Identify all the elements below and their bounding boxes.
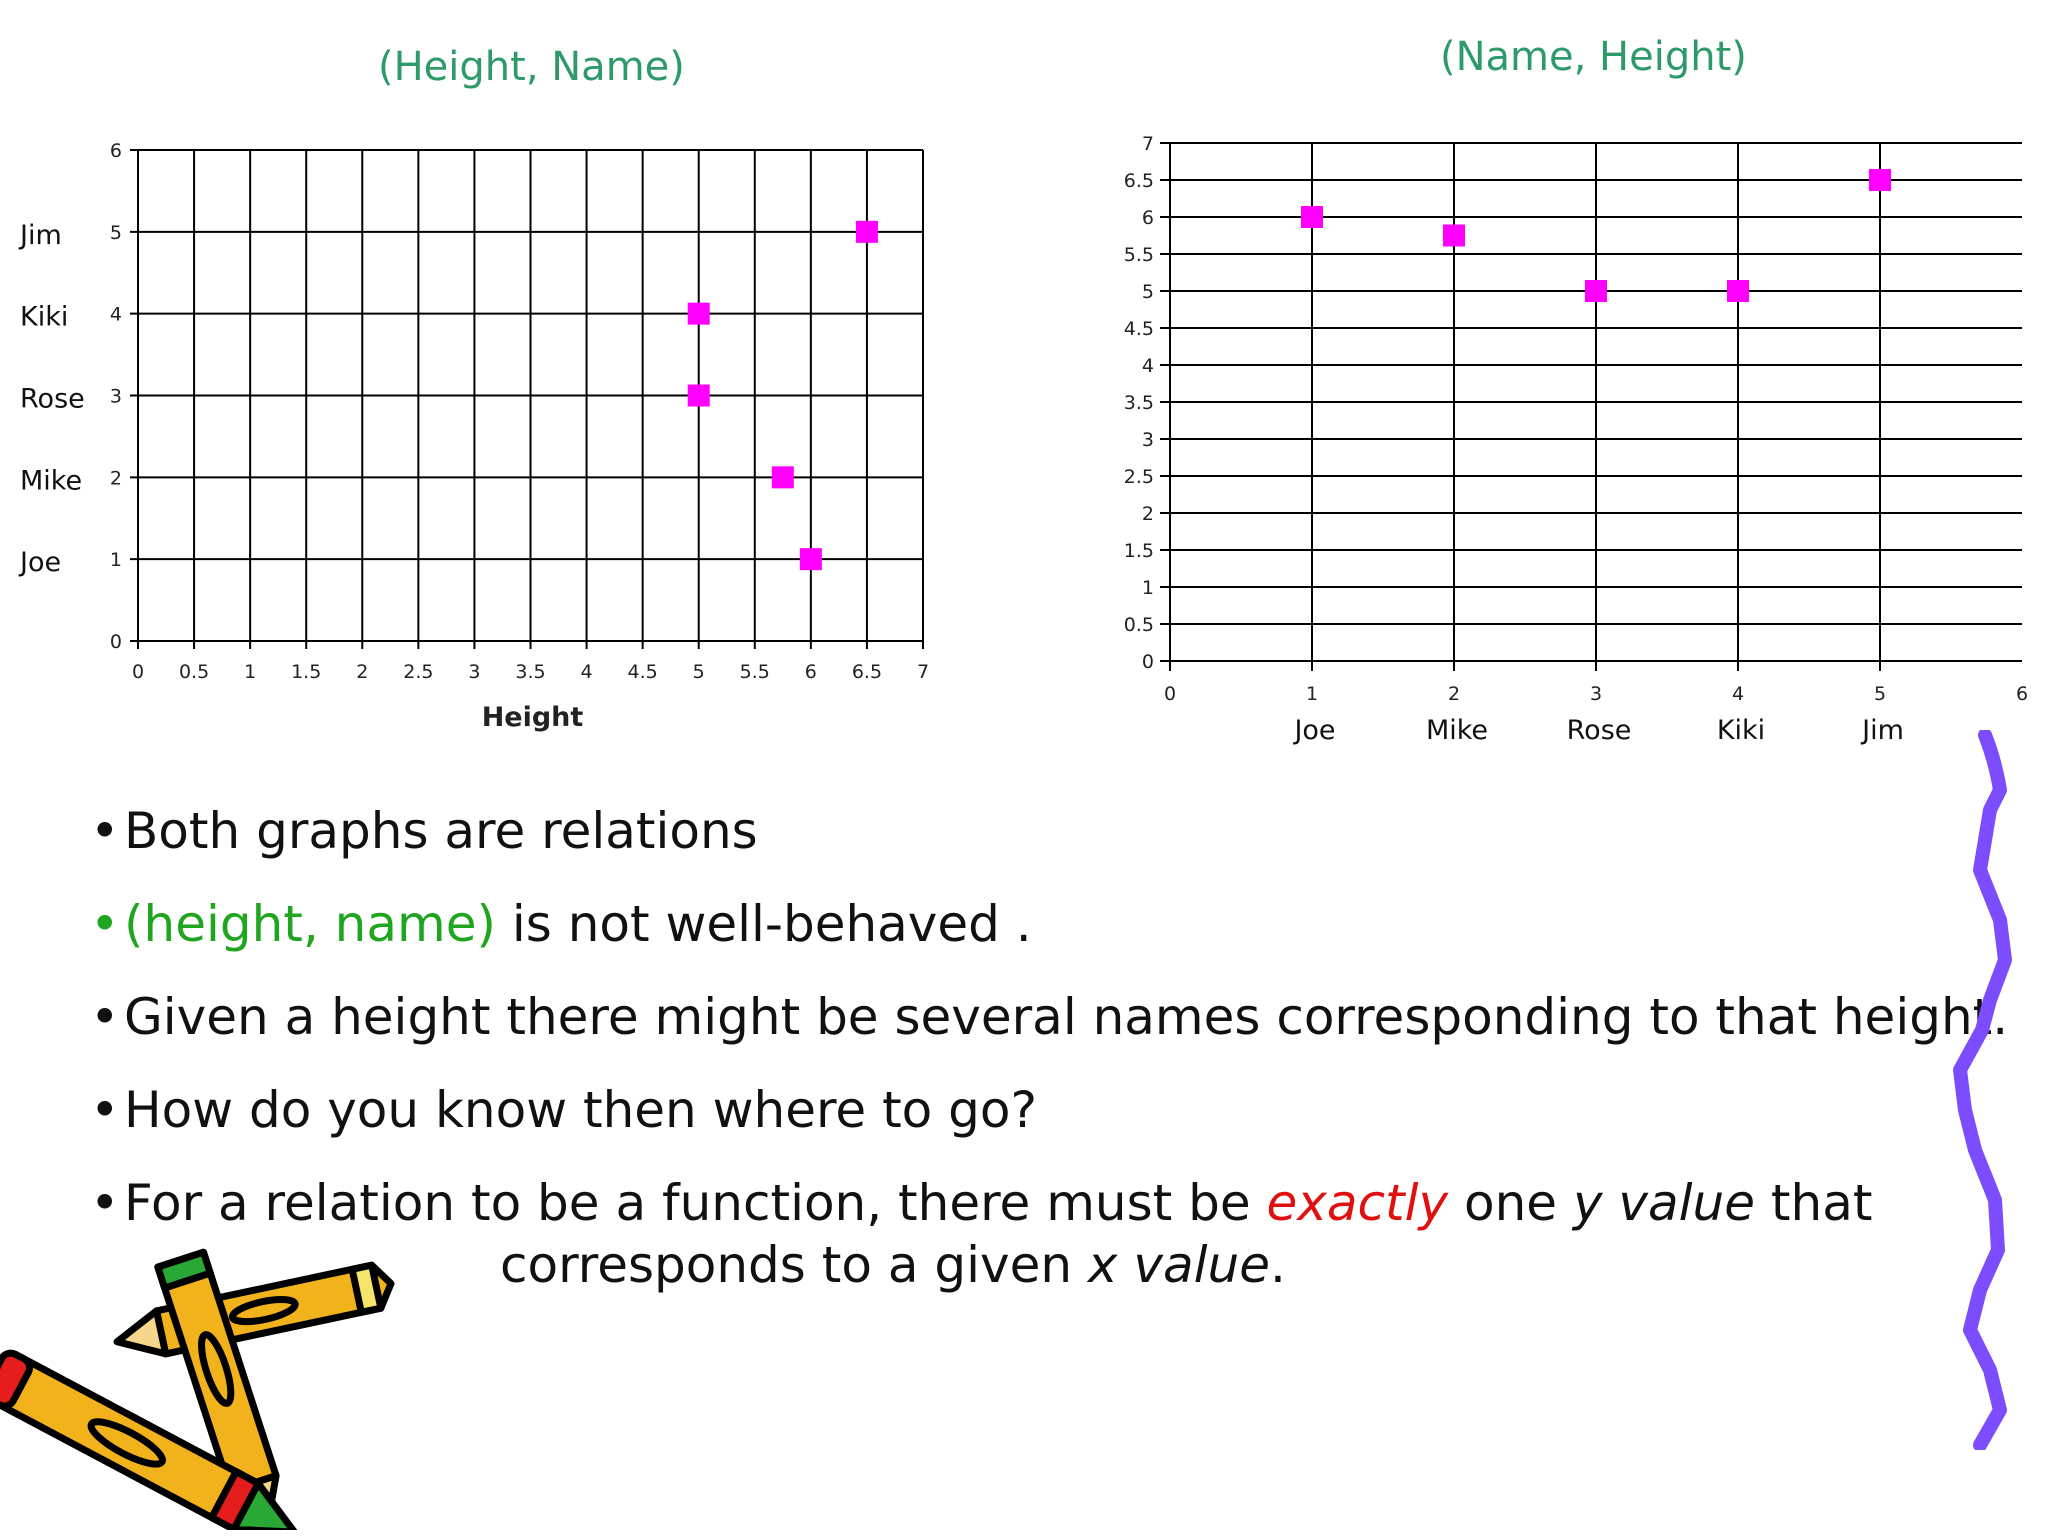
y-name-label: Jim [20,219,62,251]
data-point [1727,280,1749,302]
y-tick-label: 4.5 [1123,318,1154,340]
chart2-name-height [0,0,2048,760]
x-name-label: Rose [1566,715,1632,746]
x-tick-label: 1 [244,661,257,683]
bullet-5: • For a relation to be a function, there must be exactly one y value that corresponds to a given x value. [90,1172,1970,1296]
squiggle-decoration-icon [1940,730,2030,1450]
y-name-label: Mike [20,465,83,497]
y-tick-label: 3 [1141,429,1154,451]
x-tick-label: 5 [692,661,705,683]
x-name-label: Jim [1862,715,1904,746]
y-tick-label: 5 [109,221,122,244]
data-point [1869,169,1891,191]
x-name-label: Kiki [1716,715,1766,746]
data-point [1301,206,1323,228]
x-axis-label: Height [481,702,584,733]
bullet-1-text: Both graphs are relations [124,802,758,860]
x-tick-label: 1.5 [291,661,322,683]
y-tick-label: 4 [109,303,122,326]
x-name-label: Mike [1425,715,1489,746]
x-tick-label: 0 [1163,683,1177,705]
bullet-5-text-b: one [1448,1174,1573,1232]
bullet-5-text-c: that [1755,1174,1873,1232]
x-tick-label: 2 [356,661,369,683]
x-tick-label: 6.5 [851,661,883,683]
y-tick-label: 5.5 [1123,244,1154,266]
bullet-2-text: is not well-behaved . [495,895,1032,953]
y-tick-label: 2 [1141,503,1154,525]
bullet-3: • Given a height there might be several names corresponding to that height. [90,988,2009,1046]
crayons-icon [0,1240,420,1530]
y-tick-label: 4 [1141,355,1154,377]
y-tick-label: 1.5 [1123,540,1154,562]
x-tick-label: 6 [804,661,817,683]
bullet-1: • Both graphs are relations [90,802,758,860]
bullet-5-line2-text: corresponds to a given [500,1236,1088,1294]
x-tick-label: 4.5 [627,661,658,683]
y-tick-label: 6 [1141,207,1154,229]
data-point [1585,280,1607,302]
x-tick-label: 5 [1873,683,1887,705]
x-name-label: Joe [1294,715,1336,746]
y-name-label: Rose [20,383,85,415]
y-tick-label: 3.5 [1123,392,1154,414]
bullet-5-emphasis: exactly [1266,1174,1449,1232]
y-tick-label: 0 [1141,651,1154,673]
bullet-5-text-a: For a relation to be a function, there must be [124,1174,1267,1232]
y-tick-label: 6.5 [1123,170,1154,192]
y-tick-label: 6 [109,140,122,162]
x-tick-label: 5.5 [739,661,770,683]
bullet-5-line2-end: . [1269,1236,1286,1294]
x-tick-label: 6 [2015,683,2029,705]
x-tick-label: 4 [580,661,593,683]
chart1-title: (Height, Name) [378,44,685,90]
x-tick-label: 3 [468,661,481,683]
bullet-2-green-text: (height, name) [124,895,496,953]
bullet-3-text: Given a height there might be several names corresponding to that height. [124,988,2009,1046]
bullet-2: • (height, name) is not well-behaved . [90,895,1032,953]
x-tick-label: 2 [1447,683,1461,705]
x-tick-label: 4 [1731,683,1745,705]
y-tick-label: 1 [109,549,122,572]
x-tick-label: 7 [916,661,930,683]
y-name-label: Joe [20,547,62,579]
x-tick-label: 2.5 [403,661,434,683]
x-tick-label: 0.5 [178,661,210,683]
y-tick-label: 0.5 [1123,614,1154,636]
data-point [1443,225,1465,247]
y-tick-label: 1 [1141,577,1154,599]
y-name-label: Kiki [20,301,69,333]
x-tick-label: 3 [1589,683,1603,705]
bullet-4: • How do you know then where to go? [90,1081,1038,1139]
x-tick-label: 0 [131,661,145,683]
bullet-5-x-value: x value [1087,1236,1270,1294]
y-tick-label: 3 [109,385,122,408]
chart2-title: (Name, Height) [1440,34,1747,80]
y-tick-label: 2.5 [1123,466,1154,488]
y-tick-label: 7 [1141,133,1154,155]
x-tick-label: 1 [1305,683,1319,705]
bullet-4-text: How do you know then where to go? [124,1081,1038,1139]
y-tick-label: 5 [1141,281,1154,303]
y-tick-label: 0 [109,631,122,653]
bullet-5-y-value: y value [1572,1174,1756,1232]
x-tick-label: 3.5 [515,661,546,683]
y-tick-label: 2 [109,467,122,490]
